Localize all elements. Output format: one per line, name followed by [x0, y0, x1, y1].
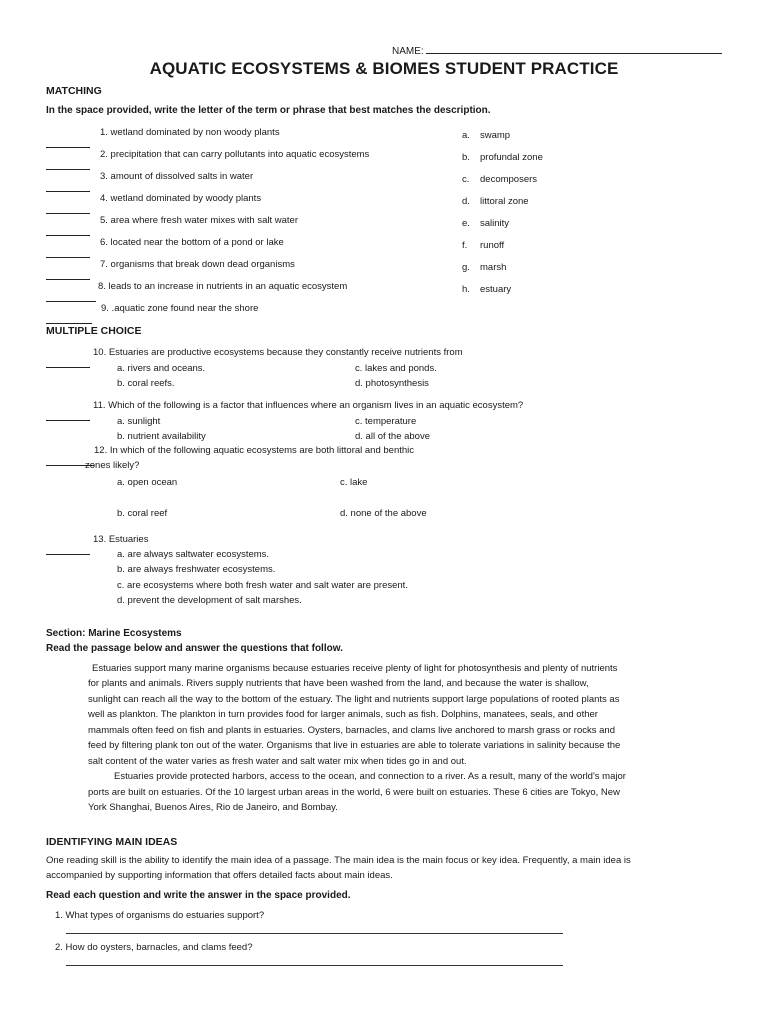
main-ideas-question: 1. What types of organisms do estuaries support?	[55, 910, 265, 921]
name-blank[interactable]	[426, 44, 722, 54]
passage-line: for plants and animals. Rivers supply nutrients that have been washed from the land, and because the water is shallow,	[88, 678, 589, 689]
passage-line: sunlight can reach all the way to the bottom of the estuary. The light and nutrients support large populations of rooted plants as	[88, 694, 620, 705]
answer-blank[interactable]	[46, 545, 90, 555]
term-letter: g.	[462, 262, 470, 273]
term-letter: e.	[462, 218, 470, 229]
option: d. prevent the development of salt marshes.	[117, 595, 302, 606]
matching-heading: MATCHING	[46, 85, 102, 97]
option: c. lakes and ponds.	[355, 363, 437, 374]
term-letter: b.	[462, 152, 470, 163]
option: b. coral reefs.	[117, 378, 175, 389]
name-field[interactable]	[392, 44, 722, 57]
matching-item: 7. organisms that break down dead organisms	[100, 259, 295, 270]
option: d. none of the above	[340, 508, 427, 519]
answer-blank[interactable]	[46, 314, 92, 324]
question-13-stem: 13. Estuaries	[93, 534, 149, 545]
term-text: runoff	[480, 240, 505, 251]
matching-item: 8. leads to an increase in nutrients in an aquatic ecosystem	[98, 281, 348, 292]
passage-line: York Shanghai, Buenos Aires, Rio de Janeiro, and Bombay.	[88, 802, 338, 813]
matching-item: 4. wetland dominated by woody plants	[100, 193, 262, 204]
term-letter: f.	[462, 240, 468, 251]
option: c. temperature	[355, 416, 417, 427]
answer-blank[interactable]	[46, 292, 96, 302]
passage-line: well as plankton. The plankton in turn provides food for larger animals, such as fish. Dolphins, manatees, seals, and other	[88, 709, 598, 720]
marine-heading: Section: Marine Ecosystems	[46, 628, 182, 639]
option: b. are always freshwater ecosystems.	[117, 564, 276, 575]
question-12-stem-cont: zones likely?	[85, 460, 140, 471]
answer-blank[interactable]	[46, 358, 90, 368]
main-ideas-intro: One reading skill is the ability to identify the main idea of a passage. The main idea is the main focus or key idea. Frequently, a main idea is	[46, 855, 631, 866]
option: d. all of the above	[355, 431, 430, 442]
term-letter: h.	[462, 284, 470, 295]
matching-item: 9. .aquatic zone found near the shore	[101, 303, 259, 314]
answer-blank[interactable]	[46, 138, 90, 148]
option: d. photosynthesis	[355, 378, 429, 389]
term-text: decomposers	[480, 174, 538, 185]
answer-blank[interactable]	[46, 270, 90, 280]
multiple-choice-heading: MULTIPLE CHOICE	[46, 325, 142, 337]
marine-instructions: Read the passage below and answer the questions that follow.	[46, 643, 343, 654]
matching-item: 6. located near the bottom of a pond or lake	[100, 237, 284, 248]
question-10-stem: 10. Estuaries are productive ecosystems because they constantly receive nutrients from	[93, 347, 463, 358]
answer-line[interactable]	[66, 933, 563, 934]
matching-item: 2. precipitation that can carry pollutants into aquatic ecosystems	[100, 149, 370, 160]
term-text: estuary	[480, 284, 512, 295]
answer-blank[interactable]	[46, 160, 90, 170]
passage-line: Estuaries support many marine organisms because estuaries receive plenty of light for photosynthesis and plenty of nutrients	[92, 663, 618, 674]
option: c. are ecosystems where both fresh water and salt water are present.	[117, 580, 408, 591]
option: a. are always saltwater ecosystems.	[117, 549, 270, 560]
option: c. lake	[340, 477, 368, 488]
main-ideas-instructions: Read each question and write the answer in the space provided.	[46, 890, 351, 901]
page-title: AQUATIC ECOSYSTEMS & BIOMES STUDENT PRACTICE	[149, 59, 619, 78]
main-ideas-heading: IDENTIFYING MAIN IDEAS	[46, 836, 178, 848]
passage-line: feed by filtering plank ton out of the water. Organisms that live in estuaries are able to tolerate variations in salinity because the	[88, 740, 621, 751]
option: a. sunlight	[117, 416, 161, 427]
passage-line: Estuaries provide protected harbors, access to the ocean, and connection to a river. As a result, many of the world's major	[114, 771, 626, 782]
answer-blank[interactable]	[46, 248, 90, 258]
main-ideas-intro-cont: accompanied by supporting information that offers detailed facts about main ideas.	[46, 870, 393, 881]
answer-line[interactable]	[66, 965, 563, 966]
option: a. open ocean	[117, 477, 178, 488]
question-12-stem: 12. In which of the following aquatic ecosystems are both littoral and benthic	[94, 445, 415, 456]
option: b. nutrient availability	[117, 431, 206, 442]
matching-item: 1. wetland dominated by non woody plants	[100, 127, 280, 138]
term-letter: d.	[462, 196, 470, 207]
term-text: salinity	[480, 218, 510, 229]
option: b. coral reef	[117, 508, 168, 519]
answer-blank[interactable]	[46, 182, 90, 192]
answer-blank[interactable]	[46, 226, 90, 236]
passage-line: ports are built on estuaries. Of the 10 largest urban areas in the world, 6 were built on estuaries. These 6 cities are Tokyo, New	[88, 787, 620, 798]
term-text: marsh	[480, 262, 507, 273]
matching-item: 5. area where fresh water mixes with salt water	[100, 215, 298, 226]
matching-item: 3. amount of dissolved salts in water	[100, 171, 254, 182]
answer-blank[interactable]	[46, 411, 90, 421]
term-text: swamp	[480, 130, 511, 141]
name-label: NAME:	[392, 46, 424, 57]
option: a. rivers and oceans.	[117, 363, 206, 374]
matching-instructions: In the space provided, write the letter of the term or phrase that best matches the description.	[46, 105, 491, 116]
passage-line: mammals often feed on fish and plants in estuaries. Oysters, barnacles, and clams live anchored to marsh grass or rocks and	[88, 725, 615, 736]
term-text: profundal zone	[480, 152, 543, 163]
question-11-stem: 11. Which of the following is a factor that influences where an organism lives in an aquatic ecosystem?	[93, 400, 524, 411]
answer-blank[interactable]	[46, 204, 90, 214]
term-letter: a.	[462, 130, 470, 141]
passage-line: salt content of the water varies as fresh water and salt water mix when tides go in and out.	[88, 756, 467, 767]
main-ideas-question: 2. How do oysters, barnacles, and clams feed?	[55, 942, 253, 953]
term-text: littoral zone	[480, 196, 529, 207]
term-letter: c.	[462, 174, 470, 185]
